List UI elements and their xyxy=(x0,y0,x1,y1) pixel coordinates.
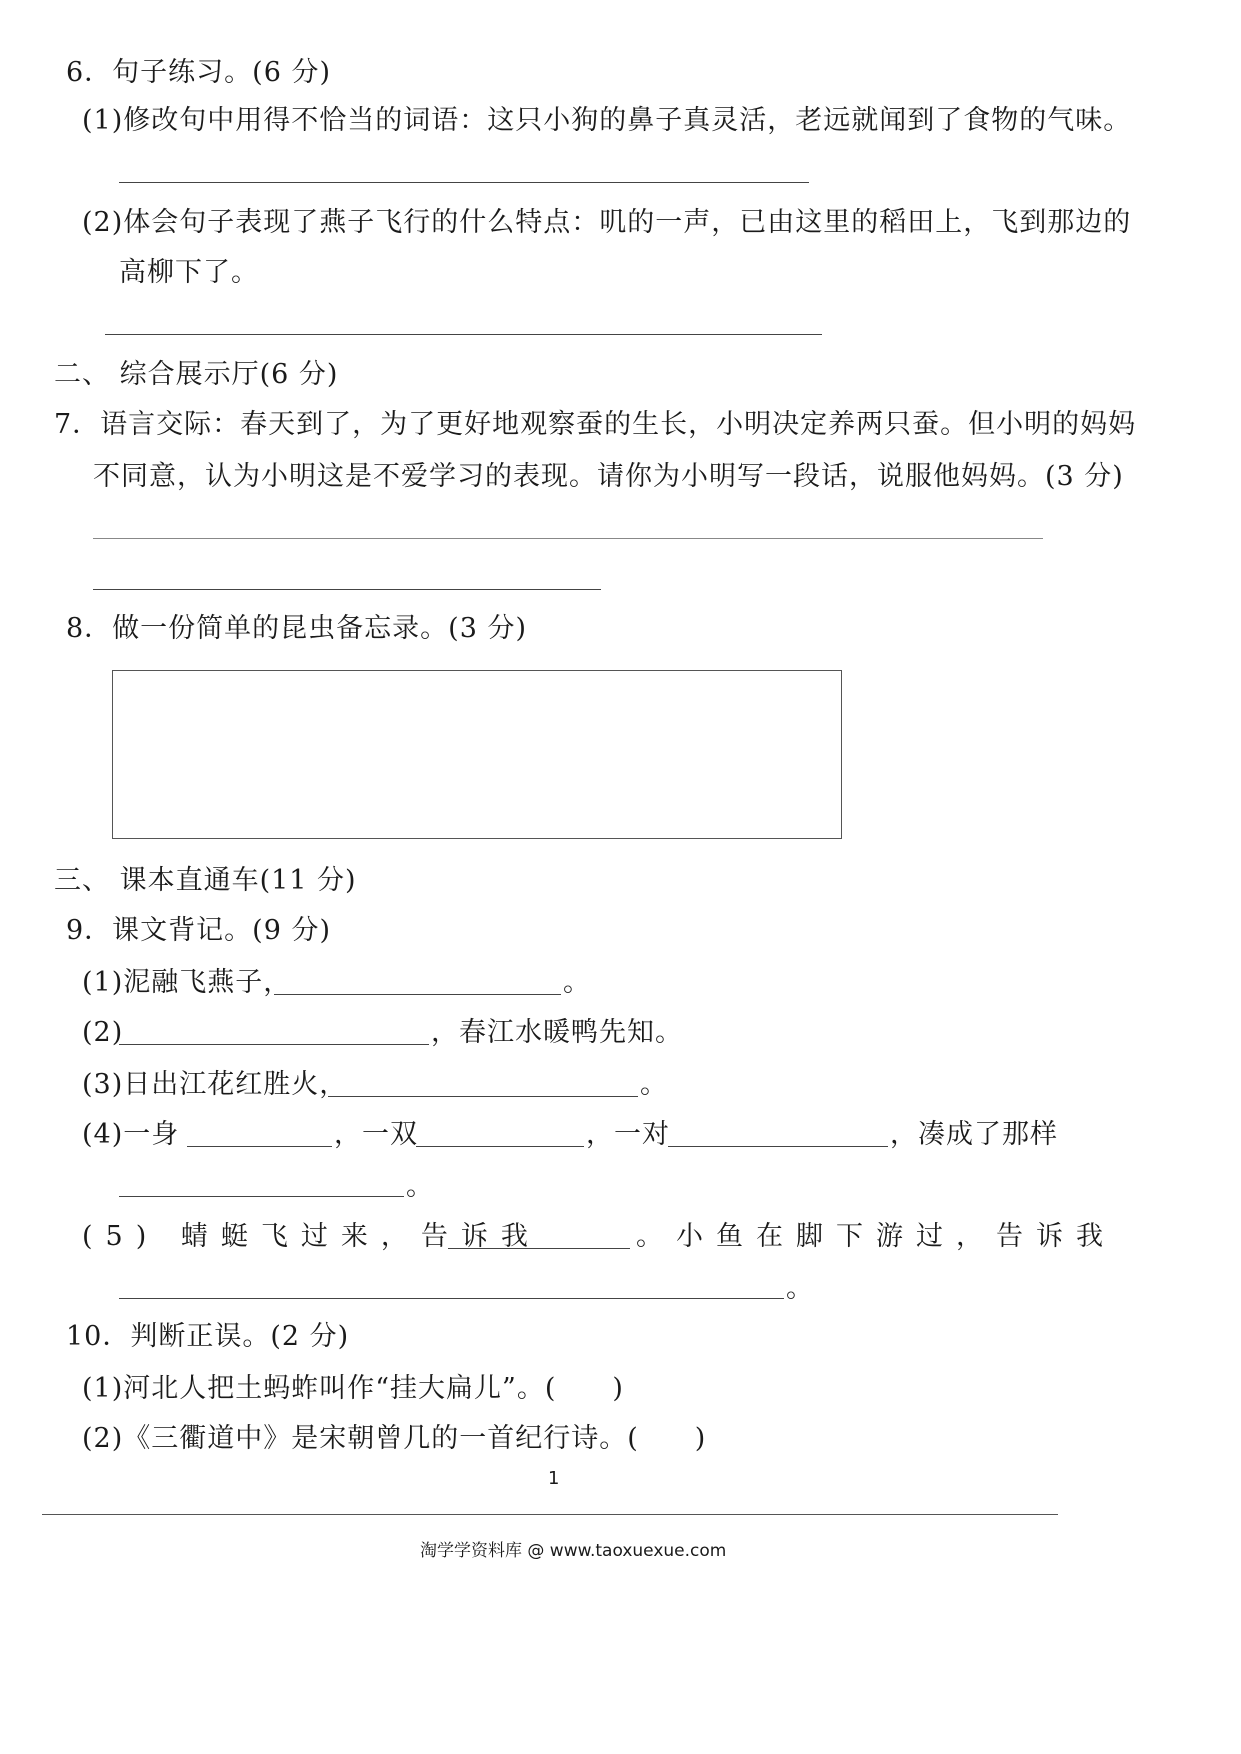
q8-answer-box[interactable] xyxy=(112,670,842,839)
q6-item2-answer-line[interactable] xyxy=(105,334,822,335)
q9-item2-text: ，春江水暖鸭先知。 xyxy=(431,1017,683,1048)
q10-item1: (1)河北人把土蚂蚱叫作“挂大扁儿”。( ) xyxy=(82,1373,624,1404)
q6-item1: (1)修改句中用得不恰当的词语：这只小狗的鼻子真灵活，老远就闻到了食物的气味。 xyxy=(82,105,1132,136)
q9-item1-end: 。 xyxy=(563,967,591,998)
q9-item4-text-a: (4)一身 xyxy=(82,1119,180,1150)
q7-line2: 不同意，认为小明这是不爱学习的表现。请你为小明写一段话，说服他妈妈。(3 分) xyxy=(93,461,1124,492)
q9-item2-number: (2) xyxy=(82,1017,124,1048)
section2-heading: 二、 综合展示厅(6 分) xyxy=(54,359,339,390)
q9-item5-blank1[interactable] xyxy=(448,1248,630,1249)
q6-item2-line2: 高柳下了。 xyxy=(119,257,259,288)
q6-item2-line1: (2)体会句子表现了燕子飞行的什么特点：叽的一声，已由这里的稻田上，飞到那边的 xyxy=(82,207,1132,238)
q9-item4-text-b: ，一双 xyxy=(334,1119,418,1150)
q8-title: 8．做一份简单的昆虫备忘录。(3 分) xyxy=(66,613,528,644)
q9-item3-end: 。 xyxy=(640,1069,668,1100)
q7-answer-line2[interactable] xyxy=(93,589,601,590)
q6-item1-answer-line[interactable] xyxy=(119,182,809,183)
q10-item2: (2)《三衢道中》是宋朝曾几的一首纪行诗。( ) xyxy=(82,1423,707,1454)
q9-item4-blank1[interactable] xyxy=(187,1146,332,1147)
q9-item4-blank4[interactable] xyxy=(119,1196,404,1197)
q6-title: 6．句子练习。(6 分) xyxy=(66,57,332,88)
q9-item5-blank2[interactable] xyxy=(119,1298,784,1299)
q9-item4-text-d: ，凑成了那样 xyxy=(890,1119,1058,1150)
footer-divider xyxy=(42,1514,1058,1515)
q9-item3-text: (3)日出江花红胜火， xyxy=(82,1069,348,1100)
q9-title: 9．课文背记。(9 分) xyxy=(66,915,332,946)
q9-item4-blank3[interactable] xyxy=(668,1146,888,1147)
q9-item4-end: 。 xyxy=(406,1171,434,1202)
q9-item4-blank2[interactable] xyxy=(416,1146,584,1147)
q9-item2-blank[interactable] xyxy=(119,1044,429,1045)
q9-item3-blank[interactable] xyxy=(328,1096,638,1097)
q10-title: 10．判断正误。(2 分) xyxy=(66,1321,350,1352)
q9-item1-text: (1)泥融飞燕子， xyxy=(82,967,292,998)
section3-heading: 三、 课本直通车(11 分) xyxy=(54,865,357,896)
q9-item5-text-b: 。小鱼在脚下游过，告诉我 xyxy=(636,1221,1116,1252)
q7-answer-line1[interactable] xyxy=(93,538,1043,539)
footer-watermark: 淘学学资料库 @ www.taoxuexue.com xyxy=(420,1541,727,1561)
q9-item5-text-a: (5) 蜻蜓飞过来，告诉我 xyxy=(82,1221,541,1252)
q9-item5-end: 。 xyxy=(786,1273,814,1304)
page-number: 1 xyxy=(548,1468,560,1489)
q7-line1: 7．语言交际：春天到了，为了更好地观察蚕的生长，小明决定养两只蚕。但小明的妈妈 xyxy=(54,409,1137,440)
q9-item1-blank[interactable] xyxy=(274,994,561,995)
q9-item4-text-c: ，一对 xyxy=(586,1119,670,1150)
